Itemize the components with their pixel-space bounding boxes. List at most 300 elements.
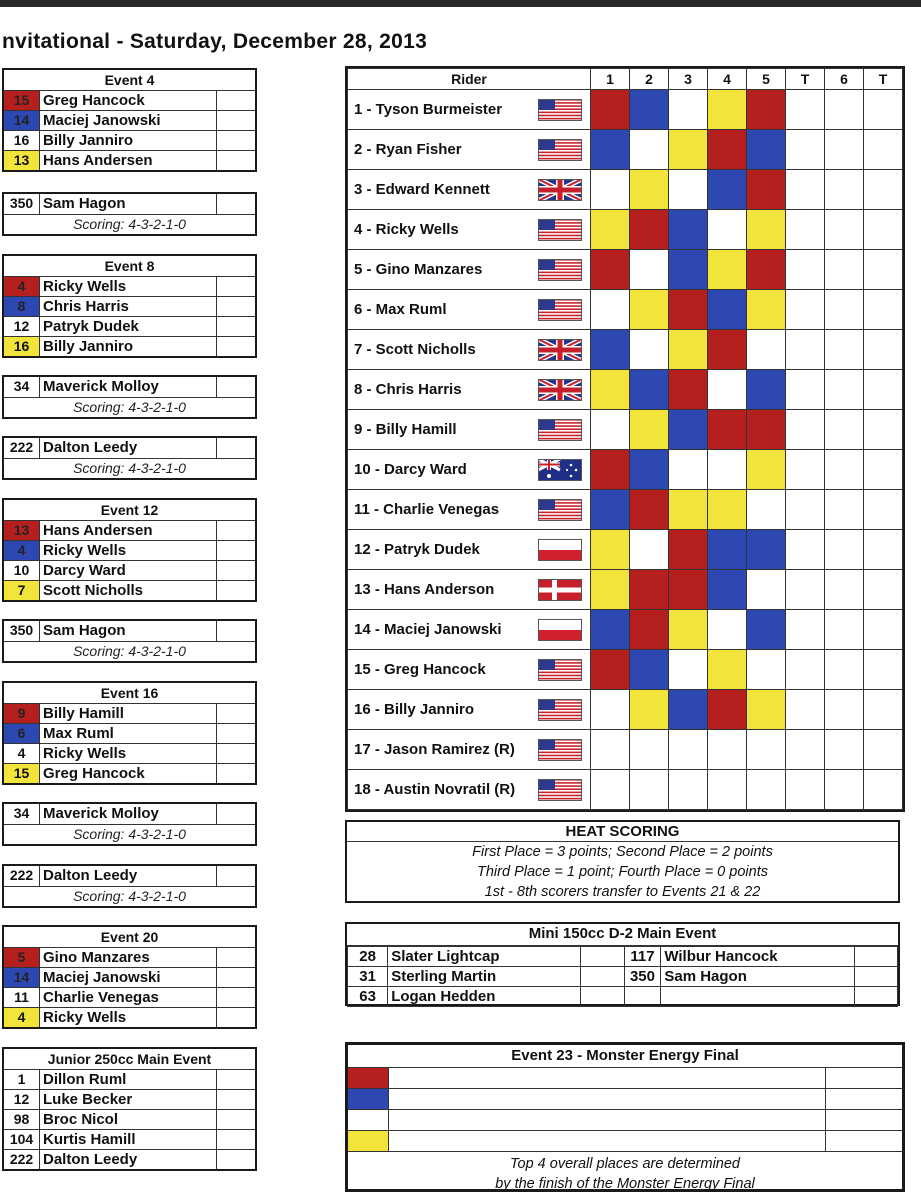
heat-gate-cell[interactable]: [669, 490, 708, 530]
rider-row: [4, 580, 255, 600]
mini-rider-name: Slater Lightcap: [388, 947, 581, 967]
heat-gate-cell[interactable]: [630, 770, 669, 810]
rider-name: Hans Andersen: [40, 521, 217, 540]
score-cell[interactable]: [217, 541, 255, 560]
rider-label: 9 - Billy Hamill: [354, 421, 457, 438]
heat-gate-cell[interactable]: [708, 770, 747, 810]
heat-gate-cell[interactable]: [747, 90, 786, 130]
rider-name: Darcy Ward: [40, 561, 217, 580]
rider-name: Hans Andersen: [40, 151, 217, 170]
heat-gate-cell[interactable]: [669, 530, 708, 570]
rider-grid-row: [348, 370, 903, 410]
score-cell[interactable]: [825, 250, 864, 290]
rider-row: [4, 130, 255, 150]
heat-gate-cell[interactable]: [669, 90, 708, 130]
scoring-label: Scoring: 4-3-2-1-0: [4, 397, 255, 417]
heat-gate-cell[interactable]: [747, 210, 786, 250]
usa-flag-icon: [538, 139, 582, 161]
gate-color-swatch: [348, 1131, 389, 1151]
heat-gate-cell[interactable]: [708, 490, 747, 530]
score-cell[interactable]: [826, 1110, 902, 1130]
heat-gate-cell[interactable]: [708, 730, 747, 770]
score-cell[interactable]: [786, 530, 825, 570]
heat-gate-cell[interactable]: [669, 650, 708, 690]
score-cell[interactable]: [864, 290, 903, 330]
score-cell[interactable]: [581, 967, 624, 987]
rider-cell: [348, 490, 591, 530]
heat-gate-cell[interactable]: [630, 410, 669, 450]
rider-number: 11: [4, 988, 40, 1007]
heat-gate-cell[interactable]: [747, 250, 786, 290]
score-cell[interactable]: [217, 948, 255, 967]
rider-number: 16: [4, 337, 40, 356]
score-cell[interactable]: [217, 744, 255, 763]
heat-gate-cell[interactable]: [630, 490, 669, 530]
rider-cell: [348, 130, 591, 170]
rider-grid-row: [348, 330, 903, 370]
heat-scoring-line: 1st - 8th scorers transfer to Events 21 & 22: [484, 884, 761, 900]
score-cell[interactable]: [825, 610, 864, 650]
scoring-label: Scoring: 4-3-2-1-0: [4, 458, 255, 478]
heat-gate-cell[interactable]: [669, 730, 708, 770]
heat-gate-cell[interactable]: [708, 210, 747, 250]
score-cell[interactable]: [786, 690, 825, 730]
score-cell[interactable]: [786, 410, 825, 450]
rider-row: [4, 621, 255, 641]
rider-cell: [348, 530, 591, 570]
score-cell[interactable]: [854, 947, 897, 967]
rider-number: 14: [4, 968, 40, 987]
gate-color-swatch: [348, 1110, 389, 1130]
score-cell[interactable]: [864, 490, 903, 530]
score-cell[interactable]: [786, 130, 825, 170]
rider-row: [4, 194, 255, 214]
rider-number: 16: [4, 131, 40, 150]
final-rider-cell[interactable]: [389, 1110, 826, 1130]
score-cell[interactable]: [864, 570, 903, 610]
rider-row: [4, 1007, 255, 1027]
final-rider-cell[interactable]: [389, 1068, 826, 1088]
score-cell[interactable]: [217, 1090, 255, 1109]
score-cell[interactable]: [786, 490, 825, 530]
event-box: [2, 254, 257, 358]
usa-flag-icon: [538, 219, 582, 241]
heat-gate-cell[interactable]: [630, 450, 669, 490]
event-title: Event 12: [100, 502, 159, 518]
rider-cell: [348, 370, 591, 410]
score-cell[interactable]: [786, 250, 825, 290]
heat-gate-cell[interactable]: [591, 410, 630, 450]
rider-number: 4: [4, 277, 40, 296]
heat-gate-cell[interactable]: [708, 330, 747, 370]
rider-number: 15: [4, 91, 40, 110]
uk-flag-icon: [538, 179, 582, 201]
score-cell[interactable]: [217, 724, 255, 743]
event-box: [2, 68, 257, 172]
single-rider-box: [2, 619, 257, 663]
rider-cell: [348, 570, 591, 610]
heat-gate-cell[interactable]: [669, 210, 708, 250]
gate-color-swatch: [348, 1089, 389, 1109]
rider-row: [4, 438, 255, 458]
rider-label: 12 - Patryk Dudek: [354, 541, 480, 558]
heat-gate-cell[interactable]: [747, 290, 786, 330]
heat-gate-cell[interactable]: [747, 570, 786, 610]
score-cell[interactable]: [864, 330, 903, 370]
heat-scoring-line: Third Place = 1 point; Fourth Place = 0 points: [477, 864, 768, 880]
usa-flag-icon: [538, 419, 582, 441]
mini-row: [348, 947, 898, 967]
score-cell[interactable]: [217, 277, 255, 296]
score-cell[interactable]: [217, 1150, 255, 1169]
score-cell[interactable]: [217, 521, 255, 540]
heat-gate-cell[interactable]: [747, 610, 786, 650]
score-cell[interactable]: [864, 530, 903, 570]
event-box: [2, 498, 257, 602]
final-row: [348, 1068, 902, 1089]
poland-flag-icon: [538, 539, 582, 561]
score-cell[interactable]: [217, 804, 255, 824]
score-cell[interactable]: [854, 987, 897, 1007]
heat-gate-cell[interactable]: [669, 450, 708, 490]
rider-cell: [348, 210, 591, 250]
score-cell[interactable]: [825, 170, 864, 210]
score-cell[interactable]: [217, 1110, 255, 1129]
rider-row: [4, 743, 255, 763]
score-cell[interactable]: [825, 290, 864, 330]
heat-gate-cell[interactable]: [708, 370, 747, 410]
score-cell[interactable]: [581, 987, 624, 1007]
heat-gate-cell[interactable]: [708, 690, 747, 730]
heat-gate-cell[interactable]: [747, 490, 786, 530]
rider-label: 8 - Chris Harris: [354, 381, 462, 398]
heat-gate-cell[interactable]: [708, 90, 747, 130]
score-cell[interactable]: [786, 570, 825, 610]
heat-gate-cell[interactable]: [630, 650, 669, 690]
score-cell[interactable]: [825, 490, 864, 530]
heat-gate-cell[interactable]: [669, 570, 708, 610]
heat-column-header: 6: [825, 69, 864, 90]
mini-main-event-title: Mini 150cc D-2 Main Event: [347, 924, 898, 946]
heat-gate-cell[interactable]: [591, 170, 630, 210]
usa-flag-icon: [538, 299, 582, 321]
heat-gate-cell[interactable]: [630, 130, 669, 170]
final-title: Event 23 - Monster Energy Final: [348, 1045, 902, 1068]
mini-rider-name: [661, 987, 854, 1007]
rider-cell: [348, 610, 591, 650]
heat-gate-cell[interactable]: [591, 290, 630, 330]
heat-gate-cell[interactable]: [669, 250, 708, 290]
mini-rider-number: 63: [348, 987, 388, 1007]
rider-number: 4: [4, 744, 40, 763]
heat-gate-cell[interactable]: [708, 290, 747, 330]
heat-gate-cell[interactable]: [747, 730, 786, 770]
heat-gate-cell[interactable]: [591, 570, 630, 610]
uk-flag-icon: [538, 379, 582, 401]
rider-cell: [348, 730, 591, 770]
heat-gate-cell[interactable]: [669, 130, 708, 170]
rider-row: [4, 947, 255, 967]
heat-gate-cell[interactable]: [591, 210, 630, 250]
score-cell[interactable]: [864, 650, 903, 690]
score-cell[interactable]: [217, 866, 255, 886]
score-cell[interactable]: [217, 438, 255, 458]
rider-name: Chris Harris: [40, 297, 217, 316]
heat-gate-cell[interactable]: [591, 130, 630, 170]
heat-gate-cell[interactable]: [669, 610, 708, 650]
rider-grid-row: [348, 690, 903, 730]
rider-name: Scott Nicholls: [40, 581, 217, 600]
score-cell[interactable]: [217, 297, 255, 316]
score-cell[interactable]: [217, 988, 255, 1007]
score-cell[interactable]: [217, 1008, 255, 1027]
score-cell[interactable]: [825, 450, 864, 490]
heat-gate-cell[interactable]: [591, 610, 630, 650]
grid-header-row: [348, 69, 903, 90]
score-cell[interactable]: [581, 947, 624, 967]
heat-gate-cell[interactable]: [630, 730, 669, 770]
score-cell[interactable]: [825, 730, 864, 770]
heat-gate-cell[interactable]: [591, 330, 630, 370]
heat-gate-cell[interactable]: [630, 690, 669, 730]
rider-name: Ricky Wells: [40, 277, 217, 296]
heat-gate-cell[interactable]: [669, 370, 708, 410]
score-cell[interactable]: [864, 410, 903, 450]
rider-cell: [348, 250, 591, 290]
rider-grid-row: [348, 530, 903, 570]
score-cell[interactable]: [217, 1070, 255, 1089]
heat-gate-cell[interactable]: [591, 690, 630, 730]
scoring-label: Scoring: 4-3-2-1-0: [4, 824, 255, 844]
heat-gate-cell[interactable]: [630, 530, 669, 570]
event-title: Event 8: [104, 258, 155, 274]
heat-gate-cell[interactable]: [591, 450, 630, 490]
heat-gate-cell[interactable]: [669, 690, 708, 730]
score-cell[interactable]: [786, 330, 825, 370]
heat-gate-cell[interactable]: [708, 170, 747, 210]
heat-gate-cell[interactable]: [747, 330, 786, 370]
monster-energy-final-box: [345, 1042, 905, 1192]
denmark-flag-icon: [538, 579, 582, 601]
heat-gate-cell[interactable]: [747, 370, 786, 410]
score-cell[interactable]: [786, 770, 825, 810]
score-cell[interactable]: [217, 621, 255, 641]
heat-scoring-body: [345, 841, 900, 903]
score-cell[interactable]: [854, 967, 897, 987]
score-cell[interactable]: [825, 770, 864, 810]
score-cell[interactable]: [864, 130, 903, 170]
score-cell[interactable]: [864, 250, 903, 290]
heat-gate-cell[interactable]: [630, 290, 669, 330]
rider-name: Ricky Wells: [40, 744, 217, 763]
heat-gate-cell[interactable]: [708, 250, 747, 290]
score-cell[interactable]: [786, 170, 825, 210]
heat-gate-cell[interactable]: [747, 170, 786, 210]
heat-gate-cell[interactable]: [669, 170, 708, 210]
score-cell[interactable]: [217, 131, 255, 150]
rider-row: [4, 540, 255, 560]
score-cell[interactable]: [786, 90, 825, 130]
rider-number: 15: [4, 764, 40, 783]
score-cell[interactable]: [826, 1131, 902, 1151]
event-title: Event 4: [104, 72, 155, 88]
rider-cell: [348, 170, 591, 210]
score-cell[interactable]: [217, 91, 255, 110]
heat-gate-cell[interactable]: [708, 450, 747, 490]
score-cell[interactable]: [825, 330, 864, 370]
rider-name: Maverick Molloy: [40, 377, 217, 397]
rider-row: [4, 1109, 255, 1129]
mini-rider-name: Sterling Martin: [388, 967, 581, 987]
heat-gate-cell[interactable]: [630, 170, 669, 210]
rider-row: [4, 866, 255, 886]
score-cell[interactable]: [864, 210, 903, 250]
rider-row: [4, 377, 255, 397]
usa-flag-icon: [538, 739, 582, 761]
rider-grid-row: [348, 490, 903, 530]
score-cell[interactable]: [864, 730, 903, 770]
mini-rider-name: Wilbur Hancock: [661, 947, 854, 967]
score-cell[interactable]: [825, 570, 864, 610]
score-cell[interactable]: [864, 370, 903, 410]
heat-gate-cell[interactable]: [708, 130, 747, 170]
rider-number: 12: [4, 1090, 40, 1109]
rider-number: 7: [4, 581, 40, 600]
heat-gate-cell[interactable]: [747, 650, 786, 690]
rider-row: [4, 316, 255, 336]
final-rider-cell[interactable]: [389, 1089, 826, 1109]
heat-gate-cell[interactable]: [669, 410, 708, 450]
mini-rider-name: Logan Hedden: [388, 987, 581, 1007]
heat-gate-cell[interactable]: [630, 250, 669, 290]
score-cell[interactable]: [786, 610, 825, 650]
heat-gate-cell[interactable]: [669, 290, 708, 330]
heat-gate-cell[interactable]: [747, 530, 786, 570]
heat-gate-cell[interactable]: [630, 330, 669, 370]
score-cell[interactable]: [786, 650, 825, 690]
rider-heat-grid: [345, 66, 905, 812]
score-cell[interactable]: [217, 581, 255, 600]
rider-label: 1 - Tyson Burmeister: [354, 101, 503, 118]
score-cell[interactable]: [217, 337, 255, 356]
score-cell[interactable]: [217, 561, 255, 580]
rider-number: 13: [4, 151, 40, 170]
rider-row: [4, 276, 255, 296]
score-cell[interactable]: [826, 1068, 902, 1088]
score-cell[interactable]: [826, 1089, 902, 1109]
score-cell[interactable]: [825, 210, 864, 250]
heat-scoring-line: First Place = 3 points; Second Place = 2 points: [472, 844, 773, 860]
heat-gate-cell[interactable]: [630, 610, 669, 650]
heat-gate-cell[interactable]: [630, 90, 669, 130]
score-cell[interactable]: [864, 90, 903, 130]
score-cell[interactable]: [786, 370, 825, 410]
score-cell[interactable]: [217, 151, 255, 170]
rider-name: Max Ruml: [40, 724, 217, 743]
heat-gate-cell[interactable]: [591, 250, 630, 290]
heat-gate-cell[interactable]: [708, 650, 747, 690]
score-cell[interactable]: [217, 1130, 255, 1149]
heat-gate-cell[interactable]: [591, 650, 630, 690]
final-note-line: Top 4 overall places are determined: [510, 1156, 740, 1172]
scoring-label: Scoring: 4-3-2-1-0: [4, 886, 255, 906]
score-cell[interactable]: [864, 610, 903, 650]
heat-gate-cell[interactable]: [747, 410, 786, 450]
heat-gate-cell[interactable]: [591, 370, 630, 410]
heat-gate-cell[interactable]: [591, 770, 630, 810]
event-title: Event 20: [100, 929, 159, 945]
heat-gate-cell[interactable]: [591, 530, 630, 570]
score-cell[interactable]: [217, 111, 255, 130]
rider-row: [4, 1069, 255, 1089]
heat-gate-cell[interactable]: [747, 450, 786, 490]
rider-cell: [348, 650, 591, 690]
heat-gate-cell[interactable]: [630, 210, 669, 250]
score-cell[interactable]: [217, 704, 255, 723]
heat-gate-cell[interactable]: [708, 610, 747, 650]
heat-gate-cell[interactable]: [669, 330, 708, 370]
score-cell[interactable]: [825, 530, 864, 570]
heat-gate-cell[interactable]: [708, 570, 747, 610]
rider-label: 5 - Gino Manzares: [354, 261, 483, 278]
score-cell[interactable]: [825, 650, 864, 690]
heat-gate-cell[interactable]: [708, 410, 747, 450]
heat-column-header: T: [864, 69, 903, 90]
heat-gate-cell[interactable]: [591, 490, 630, 530]
heat-gate-cell[interactable]: [591, 90, 630, 130]
heat-gate-cell[interactable]: [747, 690, 786, 730]
heat-gate-cell[interactable]: [747, 770, 786, 810]
score-cell[interactable]: [864, 690, 903, 730]
score-cell[interactable]: [217, 194, 255, 214]
score-cell[interactable]: [786, 290, 825, 330]
poland-flag-icon: [538, 619, 582, 641]
final-rider-cell[interactable]: [389, 1131, 826, 1151]
mini-rider-number: 28: [348, 947, 388, 967]
score-cell[interactable]: [217, 377, 255, 397]
score-cell[interactable]: [825, 410, 864, 450]
rider-grid-row: [348, 290, 903, 330]
final-note-line: by the finish of the Monster Energy Final: [495, 1176, 755, 1192]
score-cell[interactable]: [217, 764, 255, 783]
score-cell[interactable]: [825, 690, 864, 730]
rider-label: 15 - Greg Hancock: [354, 661, 486, 678]
heat-gate-cell[interactable]: [669, 770, 708, 810]
score-cell[interactable]: [864, 450, 903, 490]
heat-gate-cell[interactable]: [630, 570, 669, 610]
score-cell[interactable]: [786, 210, 825, 250]
rider-row: [4, 296, 255, 316]
heat-gate-cell[interactable]: [591, 730, 630, 770]
score-cell[interactable]: [825, 370, 864, 410]
heat-gate-cell[interactable]: [708, 530, 747, 570]
score-cell[interactable]: [864, 770, 903, 810]
score-cell[interactable]: [217, 317, 255, 336]
score-cell[interactable]: [786, 730, 825, 770]
score-cell[interactable]: [864, 170, 903, 210]
score-cell[interactable]: [217, 968, 255, 987]
heat-gate-cell[interactable]: [630, 370, 669, 410]
rider-grid-row: [348, 130, 903, 170]
rider-name: Kurtis Hamill: [40, 1130, 217, 1149]
score-cell[interactable]: [825, 90, 864, 130]
heat-gate-cell[interactable]: [747, 130, 786, 170]
rider-number: 4: [4, 1008, 40, 1027]
score-cell[interactable]: [786, 450, 825, 490]
score-cell[interactable]: [825, 130, 864, 170]
rider-number: 1: [4, 1070, 40, 1089]
rider-name: Dalton Leedy: [40, 438, 217, 458]
